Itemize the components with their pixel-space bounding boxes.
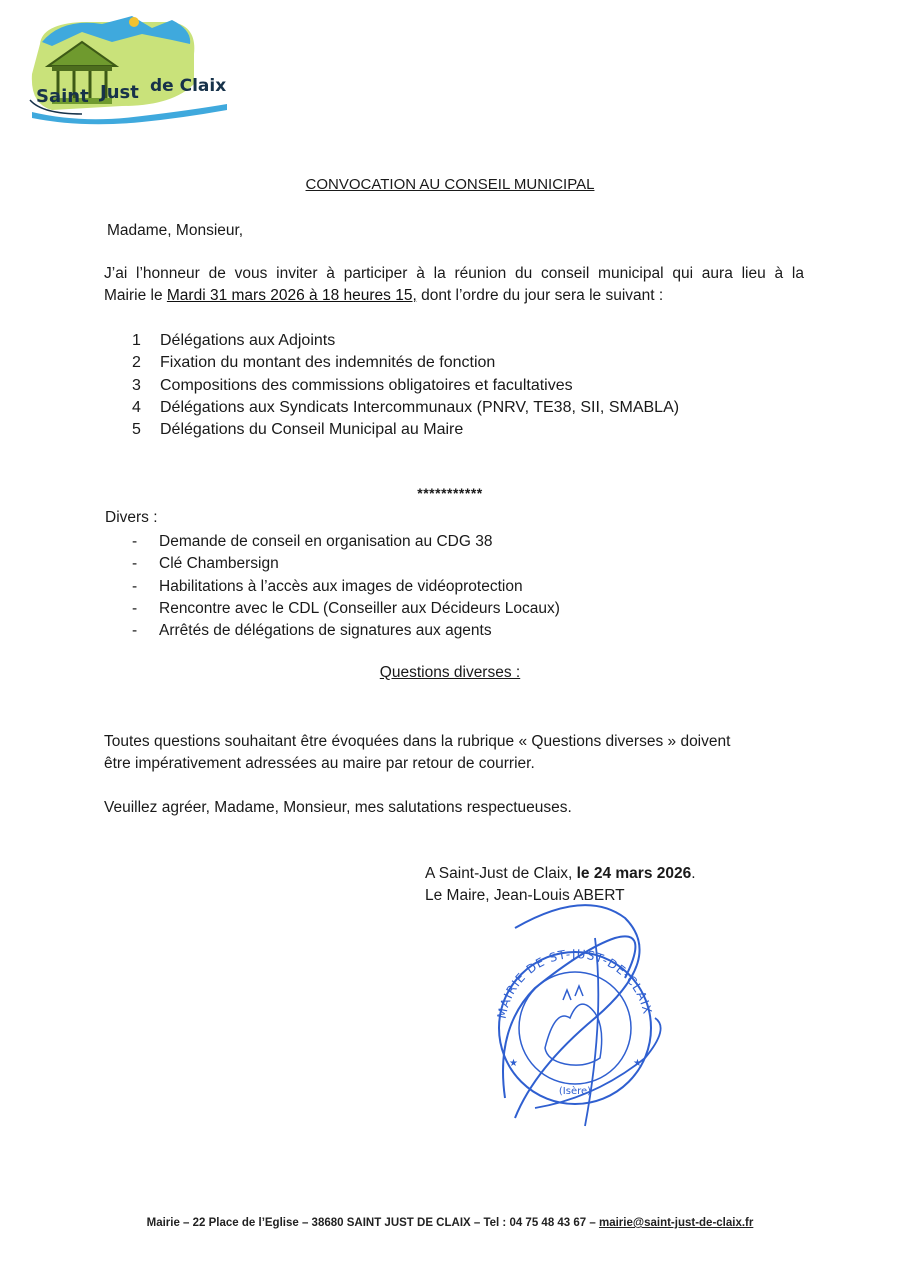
agenda-item: 4 Délégations aux Syndicats Intercommunaux (PNRV, TE38, SII, SMABLA): [132, 398, 680, 416]
logo-text-just: Just: [100, 82, 139, 103]
svg-text:★: ★: [509, 1058, 518, 1069]
official-stamp: [475, 898, 675, 1128]
divers-item: - Arrêtés de délégations de signatures aux agents: [132, 622, 492, 640]
stamp-signature-icon: [475, 898, 675, 1128]
footer-contact: Mairie – 22 Place de l’Eglise – 38680 SAINT JUST DE CLAIX – Tel : 04 75 48 43 67 – mairie@saint-just-de-claix.fr: [146, 1217, 754, 1229]
signature-mayor: Le Maire, Jean-Louis ABERT: [425, 887, 625, 904]
municipality-logo: [22, 14, 232, 126]
divers-title: Divers :: [105, 509, 158, 526]
meeting-date: Mardi 31 mars 2026 à 18 heures 15,: [166, 287, 417, 304]
salutation: Madame, Monsieur,: [107, 222, 244, 239]
footer-email-link[interactable]: mairie@saint-just-de-claix.fr: [598, 1217, 754, 1229]
separator-stars: ***********: [417, 485, 483, 501]
divers-item: - Rencontre avec le CDL (Conseiller aux Décideurs Locaux): [132, 599, 560, 617]
closing-formula: Veuillez agréer, Madame, Monsieur, mes salutations respectueuses.: [104, 799, 572, 816]
intro-line-1: J’ai l’honneur de vous inviter à participer à la réunion du conseil municipal qui aura lieu à la: [104, 265, 804, 282]
logo-text-saint: Saint: [36, 86, 89, 107]
divers-item: - Demande de conseil en organisation au CDG 38: [132, 533, 493, 550]
agenda-item: 1 Délégations aux Adjoints: [132, 332, 336, 349]
signature-place-date: A Saint-Just de Claix, le 24 mars 2026.: [425, 865, 696, 882]
intro-paragraph: [104, 263, 804, 307]
questions-title: Questions diverses :: [379, 664, 521, 681]
svg-text:★: ★: [633, 1058, 642, 1069]
agenda-item: 5 Délégations du Conseil Municipal au Maire: [132, 421, 464, 439]
intro-line-2: Mairie le Mardi 31 mars 2026 à 18 heures 15, dont l’ordre du jour sera le suivant :: [104, 287, 664, 304]
logo-text-de-claix: de Claix: [150, 76, 227, 96]
divers-item: - Clé Chambersign: [132, 555, 279, 573]
agenda-item: 2 Fixation du montant des indemnités de fonction: [132, 354, 496, 372]
document-title: CONVOCATION AU CONSEIL MUNICIPAL: [305, 176, 595, 193]
divers-item: - Habilitations à l’accès aux images de vidéoprotection: [132, 577, 523, 595]
questions-paragraph: Toutes questions souhaitant être évoquées dans la rubrique « Questions diverses » doivent être impérativement adressées au maire par retour de courrier.: [104, 733, 731, 772]
logo-graphic-icon: [22, 14, 232, 126]
agenda-item: 3 Compositions des commissions obligatoires et facultatives: [132, 376, 573, 394]
divers-list: [132, 531, 560, 642]
svg-text:(Isère): (Isère): [558, 1086, 592, 1097]
svg-text:MAIRIE DE ST-JUST-DE-CLAIX: MAIRIE DE ST-JUST-DE-CLAIX: [494, 946, 655, 1020]
agenda-list: [132, 330, 679, 441]
